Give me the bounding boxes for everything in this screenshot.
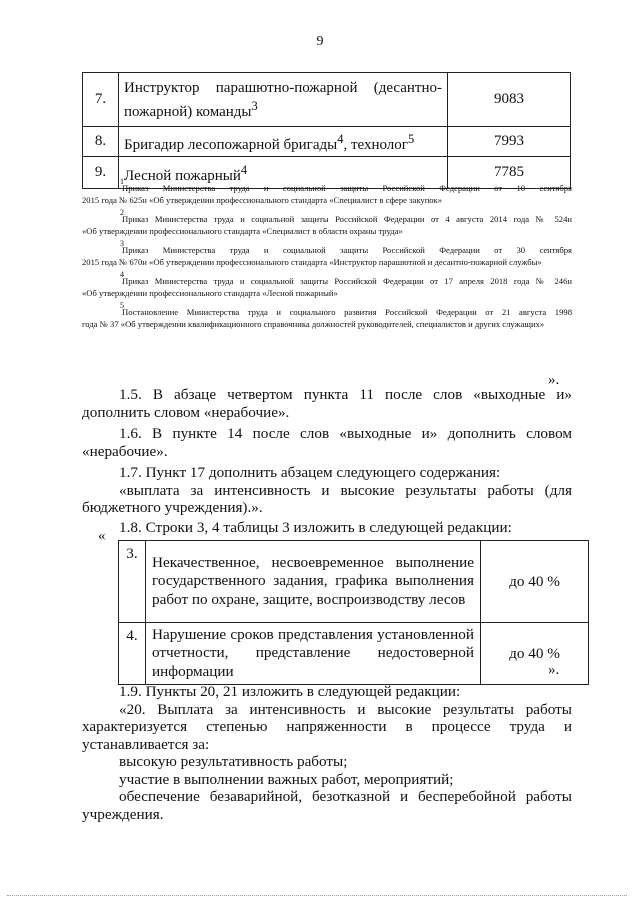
position-name-part: Бригадир лесопожарной бригады [124, 136, 338, 153]
salary-table [82, 72, 571, 189]
closing-quote: ». [548, 372, 560, 388]
row-number: 8. [83, 127, 119, 157]
position-name [119, 127, 448, 157]
footnote-ref[interactable]: 4 [337, 131, 344, 146]
criterion-text: Нарушение сроков представления установленной отчетности, представление недостоверной информации [146, 623, 481, 685]
table-row [119, 623, 589, 685]
table-row [83, 127, 571, 157]
paragraph-1-6: 1.6. В пункте 14 после слов «выходные и» дополнить словом «нерабочие». [82, 425, 572, 460]
footnote [82, 177, 572, 206]
row-number: 7. [83, 73, 119, 127]
salary-value: 7993 [448, 127, 571, 157]
position-name [119, 73, 448, 127]
paragraph-1-8: 1.8. Строки 3, 4 таблицы 3 изложить в следующей редакции: [119, 518, 512, 536]
footnote-text: 2015 года № 625н «Об утверждении профессионального стандарта «Специалист в сфере закупок» [82, 195, 443, 205]
paragraph-1-7: 1.7. Пункт 17 дополнить абзацем следующего содержания: [119, 464, 501, 481]
closing-quote: ». [548, 662, 560, 678]
footnote-ref[interactable]: 4 [240, 162, 248, 177]
salary-value: 9083 [448, 73, 571, 127]
percent-value: до 40 % [481, 623, 589, 685]
row-number: 3. [119, 541, 146, 623]
footnote-text: Приказ Министерства труда и социальной защиты Российской Федерации от 10 сентября [122, 183, 572, 193]
footnote-mark: 5 [120, 301, 124, 310]
position-name-part: , технолог [343, 136, 408, 153]
footnote [82, 270, 572, 299]
table-row [83, 73, 571, 127]
paragraph-1-7-quote: «выплата за интенсивность и высокие результаты работы (для бюджетного учреждения).». [82, 481, 572, 516]
salary-value: 7785 [448, 157, 571, 189]
position-name-line: пожарной) команды [124, 103, 252, 120]
position-name-line: Инструктор парашютно-пожарной (десантно- [124, 79, 442, 96]
amendments-block-2 [82, 683, 572, 823]
footnote-text: года № 37 «Об утверждении квалификационного справочника должностей руководителей, специалистов и других служащих» [82, 319, 545, 329]
amendments-block [82, 386, 572, 536]
page-bottom-rule [7, 895, 627, 896]
opening-quote: « [98, 528, 106, 544]
footnote-mark: 3 [120, 239, 124, 248]
footnote-text: Приказ Министерства труда и социальной защиты Российской Федерации от 17 апреля 2018 года № 246н [122, 276, 572, 286]
footnote [82, 239, 572, 268]
percent-value: до 40 % [481, 541, 589, 623]
footnote-text: 2015 года № 670н «Об утверждении профессионального стандарта «Инструктор парашютной и десантно-пожарной службы» [82, 257, 542, 267]
list-item: высокую результативность работы; [119, 753, 348, 770]
footnote-text: Постановление Министерства труда и социального развития Российской Федерации от 21 августа 1998 [122, 307, 572, 317]
row-number: 4. [119, 623, 146, 685]
footnotes [82, 177, 572, 337]
footnote [82, 208, 572, 237]
list-item: обеспечение безаварийной, безотказной и бесперебойной работы учреждения. [82, 788, 572, 823]
paragraph-1-9: 1.9. Пункты 20, 21 изложить в следующей редакции: [119, 683, 461, 700]
criterion-text: Некачественное, несвоевременное выполнение государственного задания, графика выполнения работ по охране, защите, воспроизводству лесов [146, 541, 481, 623]
footnote-mark: 1 [120, 177, 124, 186]
footnote-mark: 4 [120, 270, 124, 279]
footnote [82, 301, 572, 330]
footnote-ref[interactable]: 5 [407, 131, 415, 146]
footnote-text: «Об утверждении профессионального стандарта «Специалист в области охраны труда» [82, 226, 403, 236]
footnote-ref[interactable]: 3 [251, 98, 258, 113]
footnote-text: Приказ Министерства труда и социальной защиты Российской Федерации от 30 сентября [122, 245, 572, 255]
footnote-text: «Об утверждении профессионального стандарта «Лесной пожарный» [82, 288, 338, 298]
page-number: 9 [316, 34, 324, 49]
table-row [119, 541, 589, 623]
penalty-table [118, 540, 589, 685]
paragraph-1-5: 1.5. В абзаце четвертом пункта 11 после слов «выходные и» дополнить словом «нерабочие». [82, 386, 572, 421]
position-name-part: Лесной пожарный [124, 167, 241, 184]
paragraph-20: «20. Выплата за интенсивность и высокие результаты работы характеризуется степенью напряженности в процессе труда и устанавливается за: [82, 700, 572, 753]
list-item: участие в выполнении важных работ, мероприятий; [119, 770, 454, 788]
footnote-mark: 2 [120, 208, 124, 217]
row-number: 9. [83, 157, 119, 189]
footnote-text: Приказ Министерства труда и социальной защиты Российской Федерации от 4 августа 2014 года № 524н [122, 214, 572, 224]
